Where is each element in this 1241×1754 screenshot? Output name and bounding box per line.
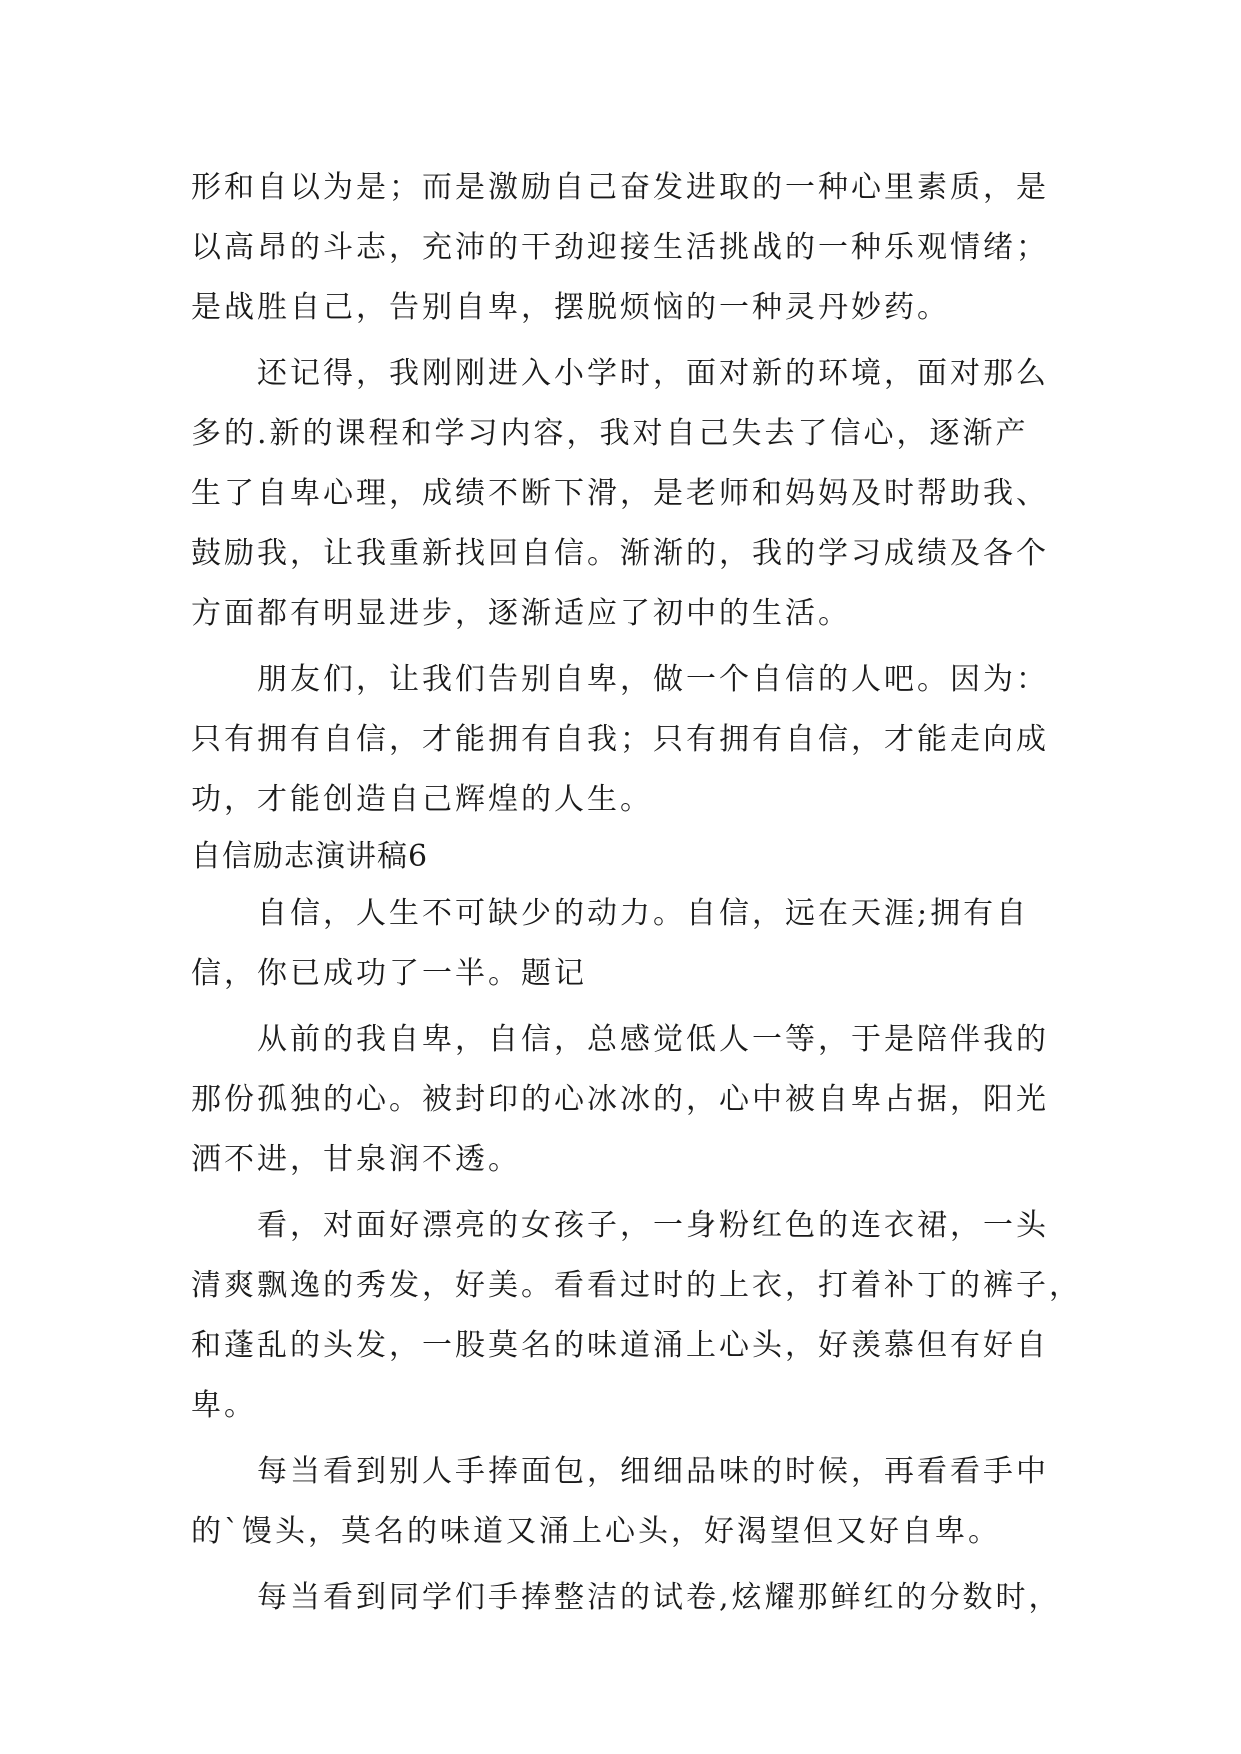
text-line: 只有拥有自信，才能拥有自我；只有拥有自信，才能走向成: [191, 722, 1049, 757]
text-line: 的`馒头，莫名的味道又涌上心头，好渴望但又好自卑。: [191, 1514, 1001, 1549]
text-line: 是战胜自己，告别自卑，摆脱烦恼的一种灵丹妙药。: [191, 290, 950, 325]
text-line: 和蓬乱的头发，一股莫名的味道涌上心头，好羡慕但有好自: [191, 1328, 1049, 1363]
text-line: 信，你已成功了一半。题记: [191, 956, 587, 991]
text-line: 卑。: [191, 1388, 257, 1423]
text-line: 多的.新的课程和学习内容，我对自己失去了信心，逐渐产: [191, 416, 1029, 451]
text-line: 功，才能创造自己辉煌的人生。: [191, 782, 653, 817]
paragraph-first-line: 从前的我自卑，自信，总感觉低人一等，于是陪伴我的: [257, 1022, 1049, 1057]
text-line: 鼓励我，让我重新找回自信。渐渐的，我的学习成绩及各个: [191, 536, 1049, 571]
text-line: 形和自以为是；而是激励自己奋发进取的一种心里素质，是: [191, 170, 1049, 205]
section-heading: 自信励志演讲稿6: [191, 839, 429, 874]
text-line: 清爽飘逸的秀发，好美。看看过时的上衣，打着补丁的裤子，: [191, 1268, 1082, 1303]
paragraph-first-line: 朋友们，让我们告别自卑，做一个自信的人吧。因为：: [257, 662, 1049, 697]
text-line: 生了自卑心理，成绩不断下滑，是老师和妈妈及时帮助我、: [191, 476, 1049, 511]
text-line: 以高昂的斗志，充沛的干劲迎接生活挑战的一种乐观情绪；: [191, 230, 1049, 265]
document-body: [191, 158, 1082, 1628]
paragraph-first-line: 自信，人生不可缺少的动力。自信，远在天涯;拥有自: [257, 896, 1030, 931]
paragraph-first-line: 还记得，我刚刚进入小学时，面对新的环境，面对那么: [257, 356, 1049, 391]
text-line: 那份孤独的心。被封印的心冰冰的，心中被自卑占据，阳光: [191, 1082, 1049, 1117]
paragraph-first-line: 每当看到同学们手捧整洁的试卷,炫耀那鲜红的分数时，: [257, 1580, 1062, 1615]
text-line: 方面都有明显进步，逐渐适应了初中的生活。: [191, 596, 851, 631]
paragraph-first-line: 每当看到别人手捧面包，细细品味的时候，再看看手中: [257, 1454, 1049, 1489]
paragraph-first-line: 看，对面好漂亮的女孩子，一身粉红色的连衣裙，一头: [257, 1208, 1049, 1243]
text-line: 洒不进，甘泉润不透。: [191, 1142, 521, 1177]
